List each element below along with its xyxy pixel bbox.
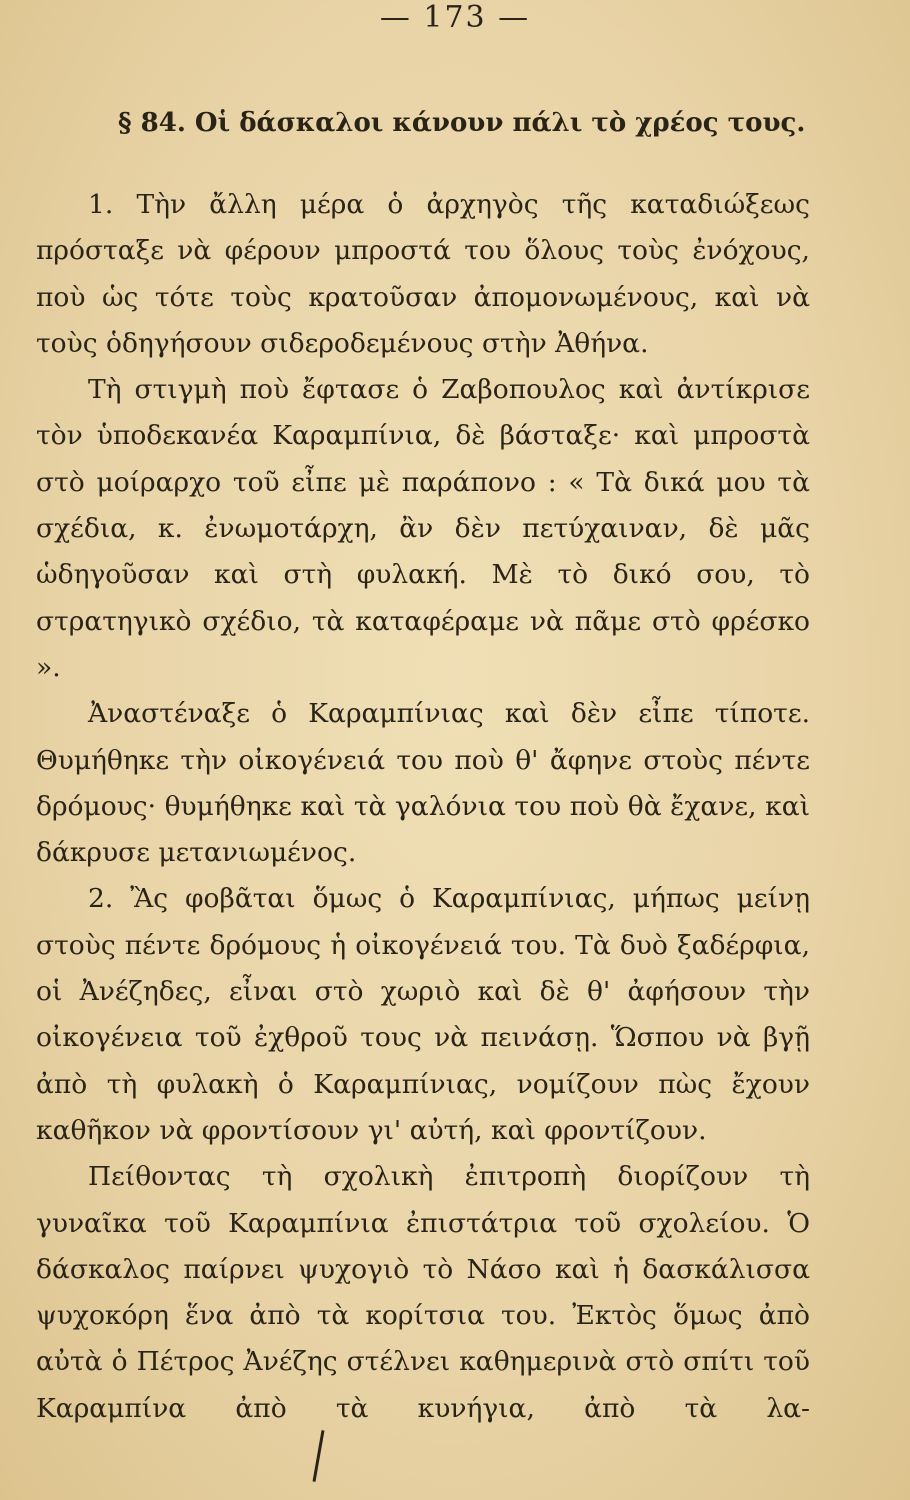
paragraph: Τὴ στιγμὴ ποὺ ἔφτασε ὁ Ζαβοπουλος καὶ ἀντίκρισε τὸν ὑποδεκανέα Καραμπίνια, δὲ βάσταξε· καὶ μπροστὰ στὸ μοίραρχο τοῦ εἶπε μὲ παράπονο : « Τὰ δικά μου τὰ σχέδια, κ. ἐνωμοτάρχη, ἂν δὲν πετύχαιναν, δὲ μᾶς ὡδηγοῦσαν καὶ στὴ φυλακή. Μὲ τὸ δικό σου, τὸ στρατηγικὸ σχέδιο, τὰ καταφέραμε νὰ πᾶμε στὸ φρέσκο ». [36, 374, 810, 683]
ink-mark [313, 1430, 325, 1482]
paragraph: Πείθοντας τὴ σχολικὴ ἐπιτροπὴ διορίζουν τὴ γυναῖκα τοῦ Καραμπίνια ἐπιστάτρια τοῦ σχολείου. Ὁ δάσκαλος παίρνει ψυχογιὸ τὸ Νάσο καὶ ἡ δασκάλισσα ψυχοκόρη ἕνα ἀπὸ τὰ κορίτσια του. Ἐκτὸς ὅμως ἀπὸ αὐτὰ ὁ Πέτρος Ἀνέζης στέλνει καθημερινὰ στὸ σπίτι τοῦ Καραμπίνα ἀπὸ τὰ κυνήγια, ἀπὸ τὰ λα- [36, 1161, 810, 1424]
paragraph: 1. Τὴν ἄλλη μέρα ὁ ἀρχηγὸς τῆς καταδιώξεως πρόσταξε νὰ φέρουν μπροστά του ὅλους τοὺς ἐνόχους, ποὺ ὡς τότε τοὺς κρατοῦσαν ἀπομονωμένους, καὶ νὰ τοὺς ὁδηγήσουν σιδεροδεμένους στὴν Ἀθήνα. [36, 189, 810, 359]
paragraph: Ἀναστέναξε ὁ Καραμπίνιας καὶ δὲν εἶπε τίποτε. Θυμήθηκε τὴν οἰκογένειά του ποὺ θ' ἄφηνε στοὺς πέντε δρόμους· θυμήθηκε καὶ τὰ γαλόνια του ποὺ θὰ ἔχανε, καὶ δάκρυσε μετανιωμένος. [36, 698, 810, 869]
paragraph: 2. Ἂς φοβᾶται ὅμως ὁ Καραμπίνιας, μήπως μείνῃ στοὺς πέντε δρόμους ἡ οἰκογένειά του. Τὰ δυὸ ξαδέρφια, οἱ Ἀνέζηδες, εἶναι στὸ χωριὸ καὶ δὲ θ' ἀφήσουν τὴν οἰκογένεια τοῦ ἐχθροῦ τους νὰ πεινάσῃ. Ὥσπου νὰ βγῇ ἀπὸ τὴ φυλακὴ ὁ Καραμπίνιας, νομίζουν πὼς ἔχουν καθῆκον νὰ φροντίσουν γι' αὐτή, καὶ φροντίζουν. [36, 883, 810, 1146]
page-number: — 173 — [379, 0, 531, 35]
section-heading: § 84. Οἱ δάσκαλοι κάνουν πάλι τὸ χρέος τους. [118, 108, 806, 138]
body-text [36, 182, 810, 1432]
